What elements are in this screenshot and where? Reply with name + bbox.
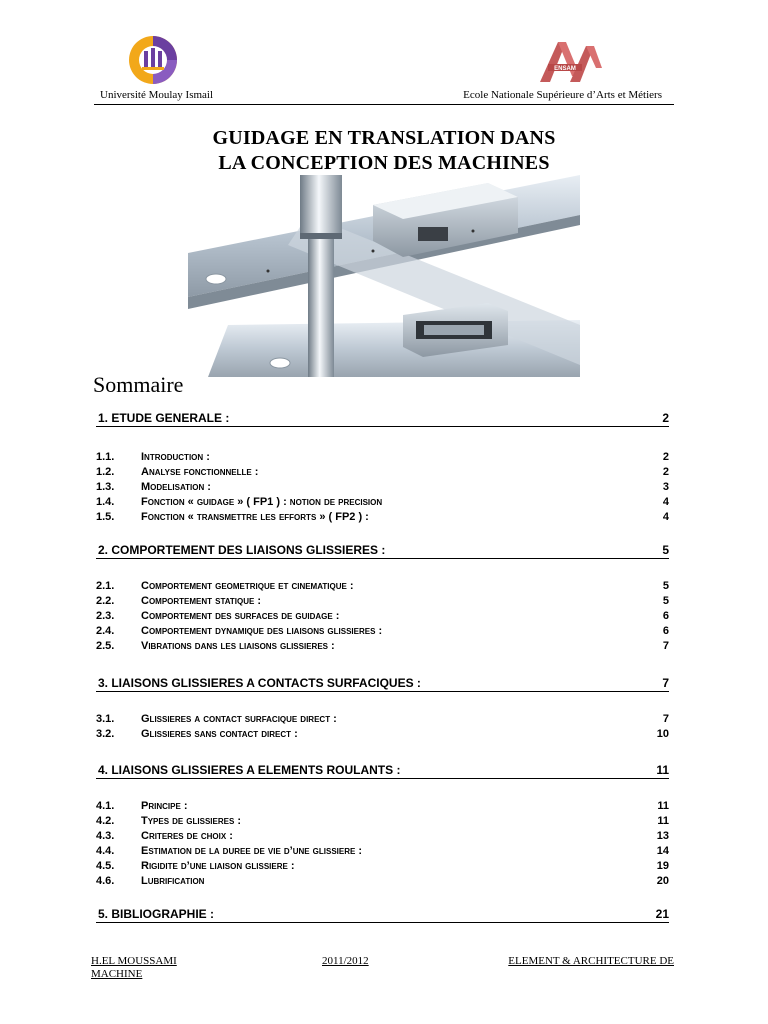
toc-section-heading[interactable] (96, 906, 669, 923)
toc-item-label: Lubrification (141, 875, 205, 887)
toc-item[interactable] (96, 844, 669, 859)
toc-item[interactable] (96, 814, 669, 829)
toc-section-page: 5 (662, 543, 669, 557)
toc-item-number: 4.5. (96, 860, 115, 872)
toc-item[interactable] (96, 829, 669, 844)
toc-item-number: 1.1. (96, 451, 115, 463)
toc-item-page: 7 (662, 640, 669, 652)
toc-item-number: 4.2. (96, 815, 115, 827)
toc-item-number: 2.4. (96, 625, 115, 637)
toc-section-4 (96, 762, 669, 889)
toc-item-page: 4 (662, 496, 669, 508)
footer-course-line-2: MACHINE (91, 968, 143, 980)
toc-section-heading[interactable] (96, 675, 669, 692)
toc-item-number: 4.3. (96, 830, 115, 842)
toc-item-page: 11 (657, 815, 669, 827)
university-name: Université Moulay Ismail (100, 89, 214, 101)
toc-item[interactable] (96, 579, 669, 594)
toc-item-page: 6 (662, 610, 669, 622)
toc-item-page: 5 (662, 595, 669, 607)
toc-item[interactable] (96, 874, 669, 889)
toc-item-label: Modelisation : (141, 481, 211, 493)
toc-item[interactable] (96, 609, 669, 624)
toc-item-number: 4.1. (96, 800, 115, 812)
toc-item-number: 2.5. (96, 640, 115, 652)
toc-section-1 (96, 410, 669, 525)
toc-item-page: 19 (656, 860, 669, 872)
toc-item-label: Principe : (141, 800, 188, 812)
toc-item-label: Glissieres sans contact direct : (141, 728, 298, 740)
toc-item-number: 1.3. (96, 481, 115, 493)
toc-item-page: 13 (656, 830, 669, 842)
toc-section-label: 5. BIBLIOGRAPHIE : (98, 907, 215, 921)
toc-item-label: Fonction « transmettre les efforts » ( FP2 ) : (141, 511, 369, 523)
toc-item-page: 2 (662, 466, 669, 478)
header-divider (94, 104, 674, 105)
footer-author: H.EL MOUSSAMI (91, 955, 177, 967)
toc-section-5 (96, 906, 669, 923)
toc-item[interactable] (96, 624, 669, 639)
toc-item-label: Comportement des surfaces de guidage : (141, 610, 340, 622)
toc-item-number: 2.2. (96, 595, 115, 607)
toc-item-label: Comportement geometrique et cinematique : (141, 580, 354, 592)
toc-section-label: 3. LIAISONS GLISSIERES A CONTACTS SURFACIQUES : (98, 676, 421, 690)
toc-item-page: 4 (662, 511, 669, 523)
toc-item-page: 10 (656, 728, 669, 740)
toc-item-label: Types de glissieres : (141, 815, 242, 827)
toc-item-label: Rigidite d’une liaison glissiere : (141, 860, 295, 872)
toc-section-page: 21 (655, 907, 669, 921)
toc-item-label: Criteres de choix : (141, 830, 233, 842)
toc-item-number: 1.5. (96, 511, 115, 523)
toc-item[interactable] (96, 712, 669, 727)
toc-section-page: 2 (662, 411, 669, 425)
toc-item-label: Comportement dynamique des liaisons glissieres : (141, 625, 383, 637)
toc-item-number: 2.1. (96, 580, 115, 592)
toc-item-number: 2.3. (96, 610, 115, 622)
toc-item[interactable] (96, 480, 669, 495)
toc-item-page: 2 (662, 451, 669, 463)
toc-item-label: Fonction « guidage » ( FP1 ) : notion de precision (141, 496, 383, 508)
toc-item[interactable] (96, 727, 669, 742)
toc-section-label: 4. LIAISONS GLISSIERES A ELEMENTS ROULANTS : (98, 763, 401, 777)
toc-section-heading[interactable] (96, 410, 669, 427)
footer-year: 2011/2012 (322, 955, 369, 967)
toc-item-label: Analyse fonctionnelle : (141, 466, 259, 478)
school-name: Ecole Nationale Supérieure d’Arts et Métiers (463, 89, 662, 101)
toc-item[interactable] (96, 495, 669, 510)
toc-item[interactable] (96, 450, 669, 465)
footer-course-line-1: ELEMENT & ARCHITECTURE DE (508, 955, 674, 967)
toc-item-page: 7 (662, 713, 669, 725)
toc-item[interactable] (96, 465, 669, 480)
toc-item[interactable] (96, 639, 669, 654)
linear-guide-illustration (188, 175, 580, 377)
toc-item-label: Estimation de la duree de vie d’une glissiere : (141, 845, 363, 857)
toc-item-page: 6 (662, 625, 669, 637)
toc-item-label: Glissieres a contact surfacique direct : (141, 713, 337, 725)
toc-item-number: 1.4. (96, 496, 115, 508)
toc-section-2 (96, 542, 669, 654)
toc-item[interactable] (96, 799, 669, 814)
toc-section-3 (96, 675, 669, 742)
title-line-2: LA CONCEPTION DES MACHINES (218, 152, 550, 174)
toc-item-label: Vibrations dans les liaisons glissieres : (141, 640, 335, 652)
toc-item-number: 4.4. (96, 845, 115, 857)
toc-section-label: 1. ETUDE GENERALE : (98, 411, 230, 425)
toc-item-page: 5 (662, 580, 669, 592)
toc-item[interactable] (96, 510, 669, 525)
toc-item-page: 14 (656, 845, 669, 857)
toc-item[interactable] (96, 859, 669, 874)
toc-section-page: 11 (656, 763, 669, 777)
toc-item-number: 3.2. (96, 728, 115, 740)
toc-item-page: 3 (662, 481, 669, 493)
toc-item-number: 1.2. (96, 466, 115, 478)
toc-section-label: 2. COMPORTEMENT DES LIAISONS GLISSIERES : (98, 543, 386, 557)
toc-item-page: 20 (656, 875, 669, 887)
toc-item-number: 4.6. (96, 875, 115, 887)
university-logo (124, 34, 182, 86)
toc-item-label: Introduction : (141, 451, 210, 463)
document-title (94, 126, 674, 176)
ensam-logo (536, 38, 602, 84)
ensam-logo-text: ENSAM (554, 66, 576, 72)
toc-item[interactable] (96, 594, 669, 609)
toc-section-heading[interactable] (96, 542, 669, 559)
toc-item-number: 3.1. (96, 713, 115, 725)
toc-item-page: 11 (657, 800, 669, 812)
toc-section-page: 7 (662, 676, 669, 690)
title-line-1: GUIDAGE EN TRANSLATION DANS (212, 127, 556, 149)
toc-section-heading[interactable] (96, 762, 669, 779)
sommaire-heading: Sommaire (93, 372, 184, 397)
toc-item-label: Comportement statique : (141, 595, 262, 607)
